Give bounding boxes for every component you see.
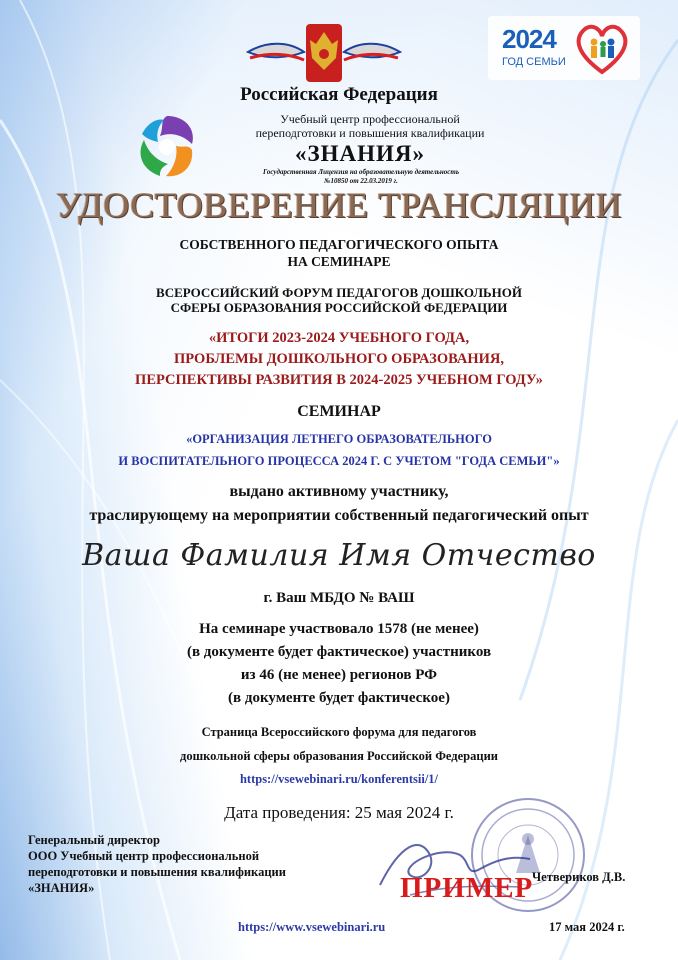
seminar-label: СЕМИНАР: [297, 403, 381, 420]
org-description: [200, 112, 540, 140]
org-name: «ЗНАНИЯ»: [294, 141, 426, 166]
participants-info: [0, 618, 678, 710]
forum-line-1: ВСЕРОССИЙСКИЙ ФОРУМ ПЕДАГОГОВ ДОШКОЛЬНОЙ: [156, 285, 522, 300]
participants-line-4: (в документе будет фактическое): [228, 690, 450, 706]
director-line-3: переподготовки и повышения квалификации: [28, 865, 286, 879]
year-logo-text: ГОД СЕМЬИ: [502, 56, 566, 68]
org-line-2: переподготовки и повышения квалификации: [255, 126, 485, 140]
event-date: Дата проведения: 25 мая 2024 г.: [224, 803, 454, 822]
signer-name: Четвериков Д.В.: [532, 870, 626, 884]
forum-url-link[interactable]: https://vsewebinari.ru/konferentsii/1/: [239, 772, 439, 786]
city-line: г. Ваш МБДО № ВАШ: [263, 590, 415, 606]
director-line-1: Генеральный директор: [28, 833, 160, 847]
sample-watermark: ПРИМЕР: [400, 872, 534, 904]
page-line-2: дошкольной сферы образования Российской Федерации: [180, 749, 498, 763]
year-logo-number: 2024: [502, 24, 556, 54]
issued-line-1: выдано активному участнику,: [229, 483, 449, 500]
subtitle-line-1: СОБСТВЕННОГО ПЕДАГОГИЧЕСКОГО ОПЫТА: [179, 237, 499, 252]
forum-name: [0, 285, 678, 315]
seminar-line-1: «ОРГАНИЗАЦИЯ ЛЕТНЕГО ОБРАЗОВАТЕЛЬНОГО: [186, 432, 492, 446]
subtitle-line-2: НА СЕМИНАРЕ: [287, 254, 391, 269]
participant-name: Ваша Фамилия Имя Отчество: [82, 538, 596, 573]
license-line-2: №10850 от 22.03.2019 г.: [324, 177, 398, 185]
family-heart-icon: [572, 20, 632, 76]
certificate-subtitle: [0, 236, 678, 270]
director-line-4: «ЗНАНИЯ»: [28, 881, 95, 895]
page-line-1: Страница Всероссийского форума для педагогов: [201, 725, 477, 739]
participants-line-2: (в документе будет фактическое) участников: [186, 644, 492, 660]
issue-date: 17 мая 2024 г.: [549, 920, 625, 934]
theme-line-3: ПЕРСПЕКТИВЫ РАЗВИТИЯ В 2024-2025 УЧЕБНОМ ГОДУ»: [135, 372, 543, 388]
site-url-link[interactable]: https://www.vsewebinari.ru: [238, 920, 386, 934]
license-line-1: Государственная Лицензия на образовательную деятельность: [262, 168, 460, 176]
participants-line-1: На семинаре участвовало 1578 (не менее): [199, 621, 479, 637]
forum-theme: [0, 328, 678, 391]
issued-to: [0, 480, 678, 528]
theme-line-1: «ИТОГИ 2023-2024 УЧЕБНОГО ГОДА,: [208, 330, 470, 346]
year-of-family-logo: [488, 16, 640, 80]
director-block: [28, 832, 368, 896]
theme-line-2: ПРОБЛЕМЫ ДОШКОЛЬНОГО ОБРАЗОВАНИЯ,: [174, 351, 504, 367]
russian-coat-of-arms-icon: [238, 18, 410, 90]
org-line-1: Учебный центр профессиональной: [280, 112, 460, 126]
participants-line-3: из 46 (не менее) регионов РФ: [240, 667, 438, 683]
issued-line-2: траслирующему на мероприятии собственный педагогический опыт: [89, 507, 589, 524]
forum-line-2: СФЕРЫ ОБРАЗОВАНИЯ РОССИЙСКОЙ ФЕДЕРАЦИИ: [170, 300, 508, 315]
seminar-line-2: И ВОСПИТАТЕЛЬНОГО ПРОЦЕССА 2024 Г. С УЧЕТОМ "ГОДА СЕМЬИ"»: [118, 454, 560, 468]
director-line-2: ООО Учебный центр профессиональной: [28, 849, 260, 863]
seminar-theme: [0, 428, 678, 472]
country-name: Российская Федерация: [240, 84, 438, 105]
forum-page-info: [0, 720, 678, 768]
znaniya-logo-icon: [130, 110, 204, 184]
certificate-title: УДОСТОВЕРЕНИЕ ТРАНСЛЯЦИИ: [55, 185, 623, 225]
